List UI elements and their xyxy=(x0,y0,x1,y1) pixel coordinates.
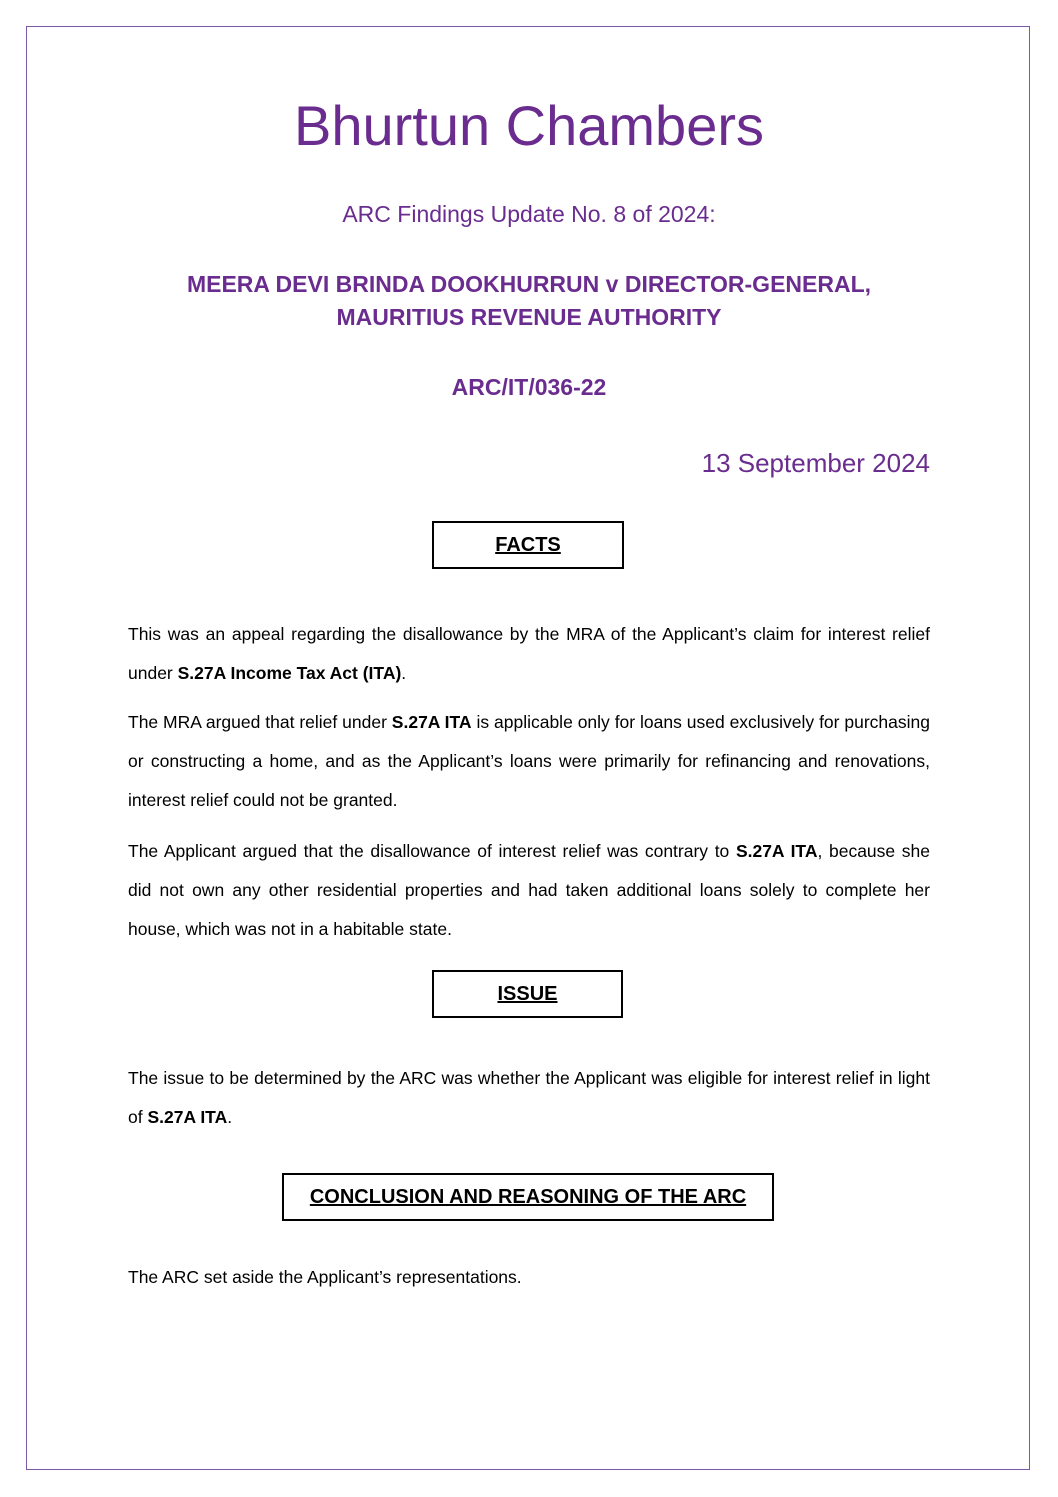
conclusion-heading: CONCLUSION AND REASONING OF THE ARC xyxy=(282,1173,774,1221)
facts-p1-bold: S.27A Income Tax Act (ITA) xyxy=(177,663,402,683)
document-date: 13 September 2024 xyxy=(701,448,930,478)
issue-p1-text: The issue to be determined by the ARC was whether the Applicant was eligible for interest relief in light of xyxy=(128,1068,930,1127)
facts-paragraph-2 xyxy=(128,703,930,820)
facts-p3-end: , because she did not own any other residential properties and had taken additional loans solely to complete her house, which was not in a habitable state. xyxy=(128,841,930,939)
issue-p1-end: . xyxy=(227,1107,233,1127)
issue-heading: ISSUE xyxy=(432,970,623,1018)
update-title: ARC Findings Update No. 8 of 2024: xyxy=(342,201,716,227)
case-title xyxy=(0,268,1058,334)
facts-heading: FACTS xyxy=(432,521,624,569)
facts-p3-bold: S.27A ITA xyxy=(735,841,818,861)
issue-p1-bold: S.27A ITA xyxy=(147,1107,228,1127)
case-title-line2: MAURITIUS REVENUE AUTHORITY xyxy=(336,304,722,330)
facts-p2-bold: S.27A ITA xyxy=(391,712,472,732)
facts-p3-text: The Applicant argued that the disallowance of interest relief was contrary to xyxy=(128,841,736,861)
facts-paragraph-1 xyxy=(128,615,930,693)
facts-p1-end: . xyxy=(401,663,407,683)
firm-name: Bhurtun Chambers xyxy=(293,94,764,157)
facts-p2-end: is applicable only for loans used exclusively for purchasing or constructing a home, and as the Applicant’s loans were primarily for refinancing and renovations, interest relief could not be granted. xyxy=(128,712,930,810)
facts-p2-text: The MRA argued that relief under xyxy=(128,712,392,732)
facts-p1-text: This was an appeal regarding the disallowance by the MRA of the Applicant’s claim for interest relief under xyxy=(128,624,930,683)
facts-paragraph-3 xyxy=(128,832,930,949)
conclusion-paragraph: The ARC set aside the Applicant’s representations. xyxy=(128,1267,522,1287)
case-reference: ARC/IT/036-22 xyxy=(451,374,607,400)
issue-paragraph xyxy=(128,1059,930,1137)
case-title-line1: MEERA DEVI BRINDA DOOKHURRUN v DIRECTOR-GENERAL, xyxy=(186,271,872,297)
